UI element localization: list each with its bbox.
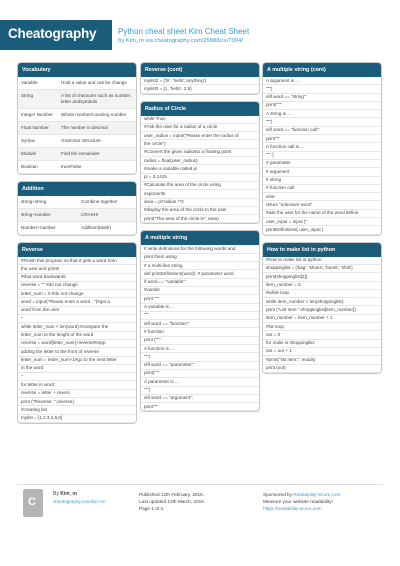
code-line: area = pi*radius **2: [141, 199, 259, 207]
code-line: print(""": [263, 102, 381, 110]
code-line: A argument is ...: [263, 77, 381, 85]
sponsor-url[interactable]: https://readability-score.com: [263, 506, 322, 511]
table-row: [18, 122, 136, 135]
code-line: mylist3 = [1, 'hello', 2.5]: [141, 85, 259, 93]
footer-byline: [53, 491, 77, 497]
code-line: #print("list item:", muids): [263, 356, 381, 364]
code-line: for letter in word :: [18, 381, 136, 389]
code-line: the circle"): [141, 140, 259, 148]
code-line: ": [18, 373, 136, 381]
code-line: user_radius = input("Please enter the radius of: [141, 132, 259, 140]
code-line: pi = 3.1415: [141, 174, 259, 182]
footer-dates: [139, 491, 205, 512]
code-line: #varisle: [141, 287, 259, 295]
code-line: #how to make list in python: [263, 257, 381, 265]
column-2: [140, 62, 260, 418]
code-line: # a multi-line string: [141, 262, 259, 270]
footer-by-label: By: [53, 491, 61, 497]
code-line: #ask the user for the name of the word define: [263, 210, 381, 218]
code-line: A parameter is ...: [141, 378, 259, 386]
term-cell: Integer Number: [21, 112, 53, 117]
term-cell: string+number: [21, 212, 51, 217]
code-line: while letter_num < len(word):#compare the: [18, 323, 136, 331]
code-line: #make a variable called pi: [141, 165, 259, 173]
code-line: shoppinglist = ['bag', 'shoes', 'boots', 'shirt']: [263, 265, 381, 273]
definition-cell: Whole number/counting number: [61, 112, 127, 117]
code-line: print ("Reverse: ",reverse): [18, 398, 136, 406]
published-date: Published 12th February, 2016.: [139, 492, 205, 497]
multiple-string-box: [140, 230, 260, 412]
code-line: A function call is ...: [263, 143, 381, 151]
code-line: # function: [141, 328, 259, 336]
code-line: letter_num = letter_num+1#go to the next letter: [18, 357, 136, 365]
code-line: """): [263, 118, 381, 126]
vocabulary-box: [17, 62, 137, 175]
code-line: item_number = item_number + 1: [263, 315, 381, 323]
code-line: while True:: [141, 116, 259, 124]
table-row: [18, 196, 136, 209]
definition-cell: true/False: [61, 164, 82, 169]
sheet-title[interactable]: Python cheat sheet Kim Cheat Sheet: [118, 27, 250, 36]
definition-cell: CRASH!: [81, 212, 99, 217]
column-1: [17, 62, 137, 430]
code-line: radius = float(user_radius): [141, 157, 259, 165]
sponsor-link[interactable]: Readability-Score.com: [293, 492, 341, 497]
reverse-box: [17, 242, 137, 424]
code-line: A string is ...: [263, 110, 381, 118]
term-cell: Number+number: [21, 225, 56, 230]
code-line: #creating list: [18, 406, 136, 414]
code-line: #for loop: [263, 323, 381, 331]
code-line: print (out): [263, 365, 381, 373]
code-line: print ("List item:",shoppinglist[item_number]): [263, 306, 381, 314]
term-cell: Variable: [21, 80, 38, 85]
term-cell: Module: [21, 151, 37, 156]
definition-cell: A list of character such as number, letter andsymbols: [61, 93, 132, 104]
author-link[interactable]: Kim_m: [125, 38, 144, 44]
code-line: out = 0: [263, 331, 381, 339]
code-line: print(""": [141, 370, 259, 378]
footer-author[interactable]: Kim_m: [60, 491, 77, 497]
table-row: [18, 209, 136, 222]
code-line: while item_number < len(shoppinglist):: [263, 298, 381, 306]
term-cell: Float Number: [21, 125, 49, 130]
addition-box: [17, 181, 137, 236]
code-line: #Ask the user for a radius of a circle: [141, 124, 259, 132]
code-line: # write definitions for the following words and: [141, 245, 259, 253]
box-title: Addition: [18, 182, 136, 196]
multiple-string-cont-box: [262, 62, 382, 236]
term-cell: string+string: [21, 199, 47, 204]
code-line: word from the user: [18, 307, 136, 315]
code-line: return "unknown word": [263, 201, 381, 209]
definition-cell: Addition(Math): [81, 225, 111, 230]
page-header: [0, 0, 400, 58]
term-cell: Syntax: [21, 138, 36, 143]
code-line: """: [141, 312, 259, 320]
code-line: print""": [141, 403, 259, 411]
table-row: [18, 222, 136, 235]
code-line: #Finish this program so that it gets a word from: [18, 257, 136, 265]
footer-sponsor: [263, 491, 340, 512]
code-line: elif word == "function call":: [263, 127, 381, 135]
table-row: [18, 135, 136, 148]
code-line: # string: [263, 177, 381, 185]
sheet-url-link[interactable]: cheatography.com/25888/cs/7004/: [154, 38, 243, 44]
code-line: """): [263, 85, 381, 93]
cheatography-logo[interactable]: [0, 20, 112, 50]
code-line: #Convert the given radiusto a floating point: [141, 149, 259, 157]
code-line: in the word: [18, 365, 136, 373]
code-line: elif word == "string":: [263, 94, 381, 102]
code-line: word = input("Please enter a word : ")#get a: [18, 298, 136, 306]
code-line: printDefinitions( user_input ): [263, 226, 381, 234]
code-line: #Calculate the area of the circle using: [141, 182, 259, 190]
code-line: letter_num to the lenght of the word: [18, 332, 136, 340]
box-title: Vocabulary: [18, 63, 136, 77]
table-row: [18, 77, 136, 90]
code-line: """ ): [263, 152, 381, 160]
code-line: reverse = word[letter_num]+reverse#repp: [18, 340, 136, 348]
table-row: [18, 148, 136, 161]
box-title: A multiple string: [141, 231, 259, 245]
code-line: mylist = [1,2,3,4,5,6]: [18, 415, 136, 423]
term-cell: String: [21, 93, 34, 98]
definition-cell: Hold a value and can be change: [61, 80, 127, 85]
box-title: A multiple string (cont): [263, 63, 381, 77]
box-title: How to make list in python: [263, 243, 381, 257]
code-line: print""": [263, 135, 381, 143]
reverse-cont-box: [140, 62, 260, 95]
via-prefix: via: [143, 38, 155, 44]
code-line: letter_num = 0 #do not change: [18, 290, 136, 298]
sheet-byline: [118, 38, 243, 44]
code-line: adding the letter to the front of reverse: [18, 348, 136, 356]
term-cell: Boolean: [21, 164, 38, 169]
code-line: """): [141, 387, 259, 395]
code-line: ": [18, 315, 136, 323]
sponsor-prefix: Sponsored by: [263, 492, 294, 497]
table-row: [18, 90, 136, 109]
code-line: print them using: [141, 254, 259, 262]
code-line: # parameter: [263, 160, 381, 168]
code-line: out = out + 1: [263, 348, 381, 356]
box-title: Reverse (cont): [141, 63, 259, 77]
logo-text: Cheatography: [8, 26, 97, 41]
code-line: # argument: [263, 168, 381, 176]
sponsor-line: [263, 491, 340, 498]
code-line: #that word backwards: [18, 274, 136, 282]
table-row: [18, 109, 136, 122]
code-line: user_input = input (": [263, 218, 381, 226]
code-line: def printDefinitions(word): # parameter word: [141, 270, 259, 278]
code-line: """): [141, 353, 259, 361]
code-line: elif word == "argument":: [141, 395, 259, 403]
page-count: Page 1 of 4.: [139, 506, 165, 511]
code-line: A variable is ...: [141, 304, 259, 312]
definition-cell: Combine together: [81, 199, 118, 204]
code-line: print """: [141, 295, 259, 303]
page-footer: [17, 484, 383, 524]
code-line: for mulis in shoppinglist:: [263, 340, 381, 348]
updated-date: Last updated 12th March, 2016.: [139, 499, 206, 504]
code-line: reverse = "" #do not change: [18, 282, 136, 290]
avatar[interactable]: [23, 489, 43, 517]
code-line: print (""": [141, 337, 259, 345]
code-line: the user and prints: [18, 265, 136, 273]
code-line: print(shoppinglist[2]): [263, 273, 381, 281]
code-line: exponents: [141, 190, 259, 198]
code-line: # function call: [263, 185, 381, 193]
code-line: elif word == "parameter":: [141, 362, 259, 370]
box-title: Reverse: [18, 243, 136, 257]
footer-author-link[interactable]: cheatography.com/kim-m/: [53, 499, 106, 504]
list-box: [262, 242, 382, 374]
code-line: A function is ...: [141, 345, 259, 353]
code-line: if word == "variable":: [141, 279, 259, 287]
definition-cell: The number in decimal: [61, 125, 108, 130]
code-line: else:: [263, 193, 381, 201]
code-line: mylist2 = ['hi', 'hello','anything']: [141, 77, 259, 85]
code-line: reverse = letter + revers: [18, 390, 136, 398]
definition-cell: Grammar /structure: [61, 138, 101, 143]
sponsor-tagline: Measure your website readability!: [263, 499, 333, 504]
column-3: [262, 62, 382, 380]
code-line: #while loop: [263, 290, 381, 298]
table-row: [18, 161, 136, 174]
code-line: elif word == "function":: [141, 320, 259, 328]
box-title: Radius of Circle: [141, 102, 259, 116]
avatar-letter: C: [28, 496, 36, 508]
definition-cell: Find the remainder: [61, 151, 100, 156]
code-line: item_number = 0: [263, 282, 381, 290]
code-line: print("The area of the circle is", area): [141, 215, 259, 223]
by-prefix: by: [118, 38, 126, 44]
code-line: #display the area of the circle to the user: [141, 207, 259, 215]
radius-box: [140, 101, 260, 225]
